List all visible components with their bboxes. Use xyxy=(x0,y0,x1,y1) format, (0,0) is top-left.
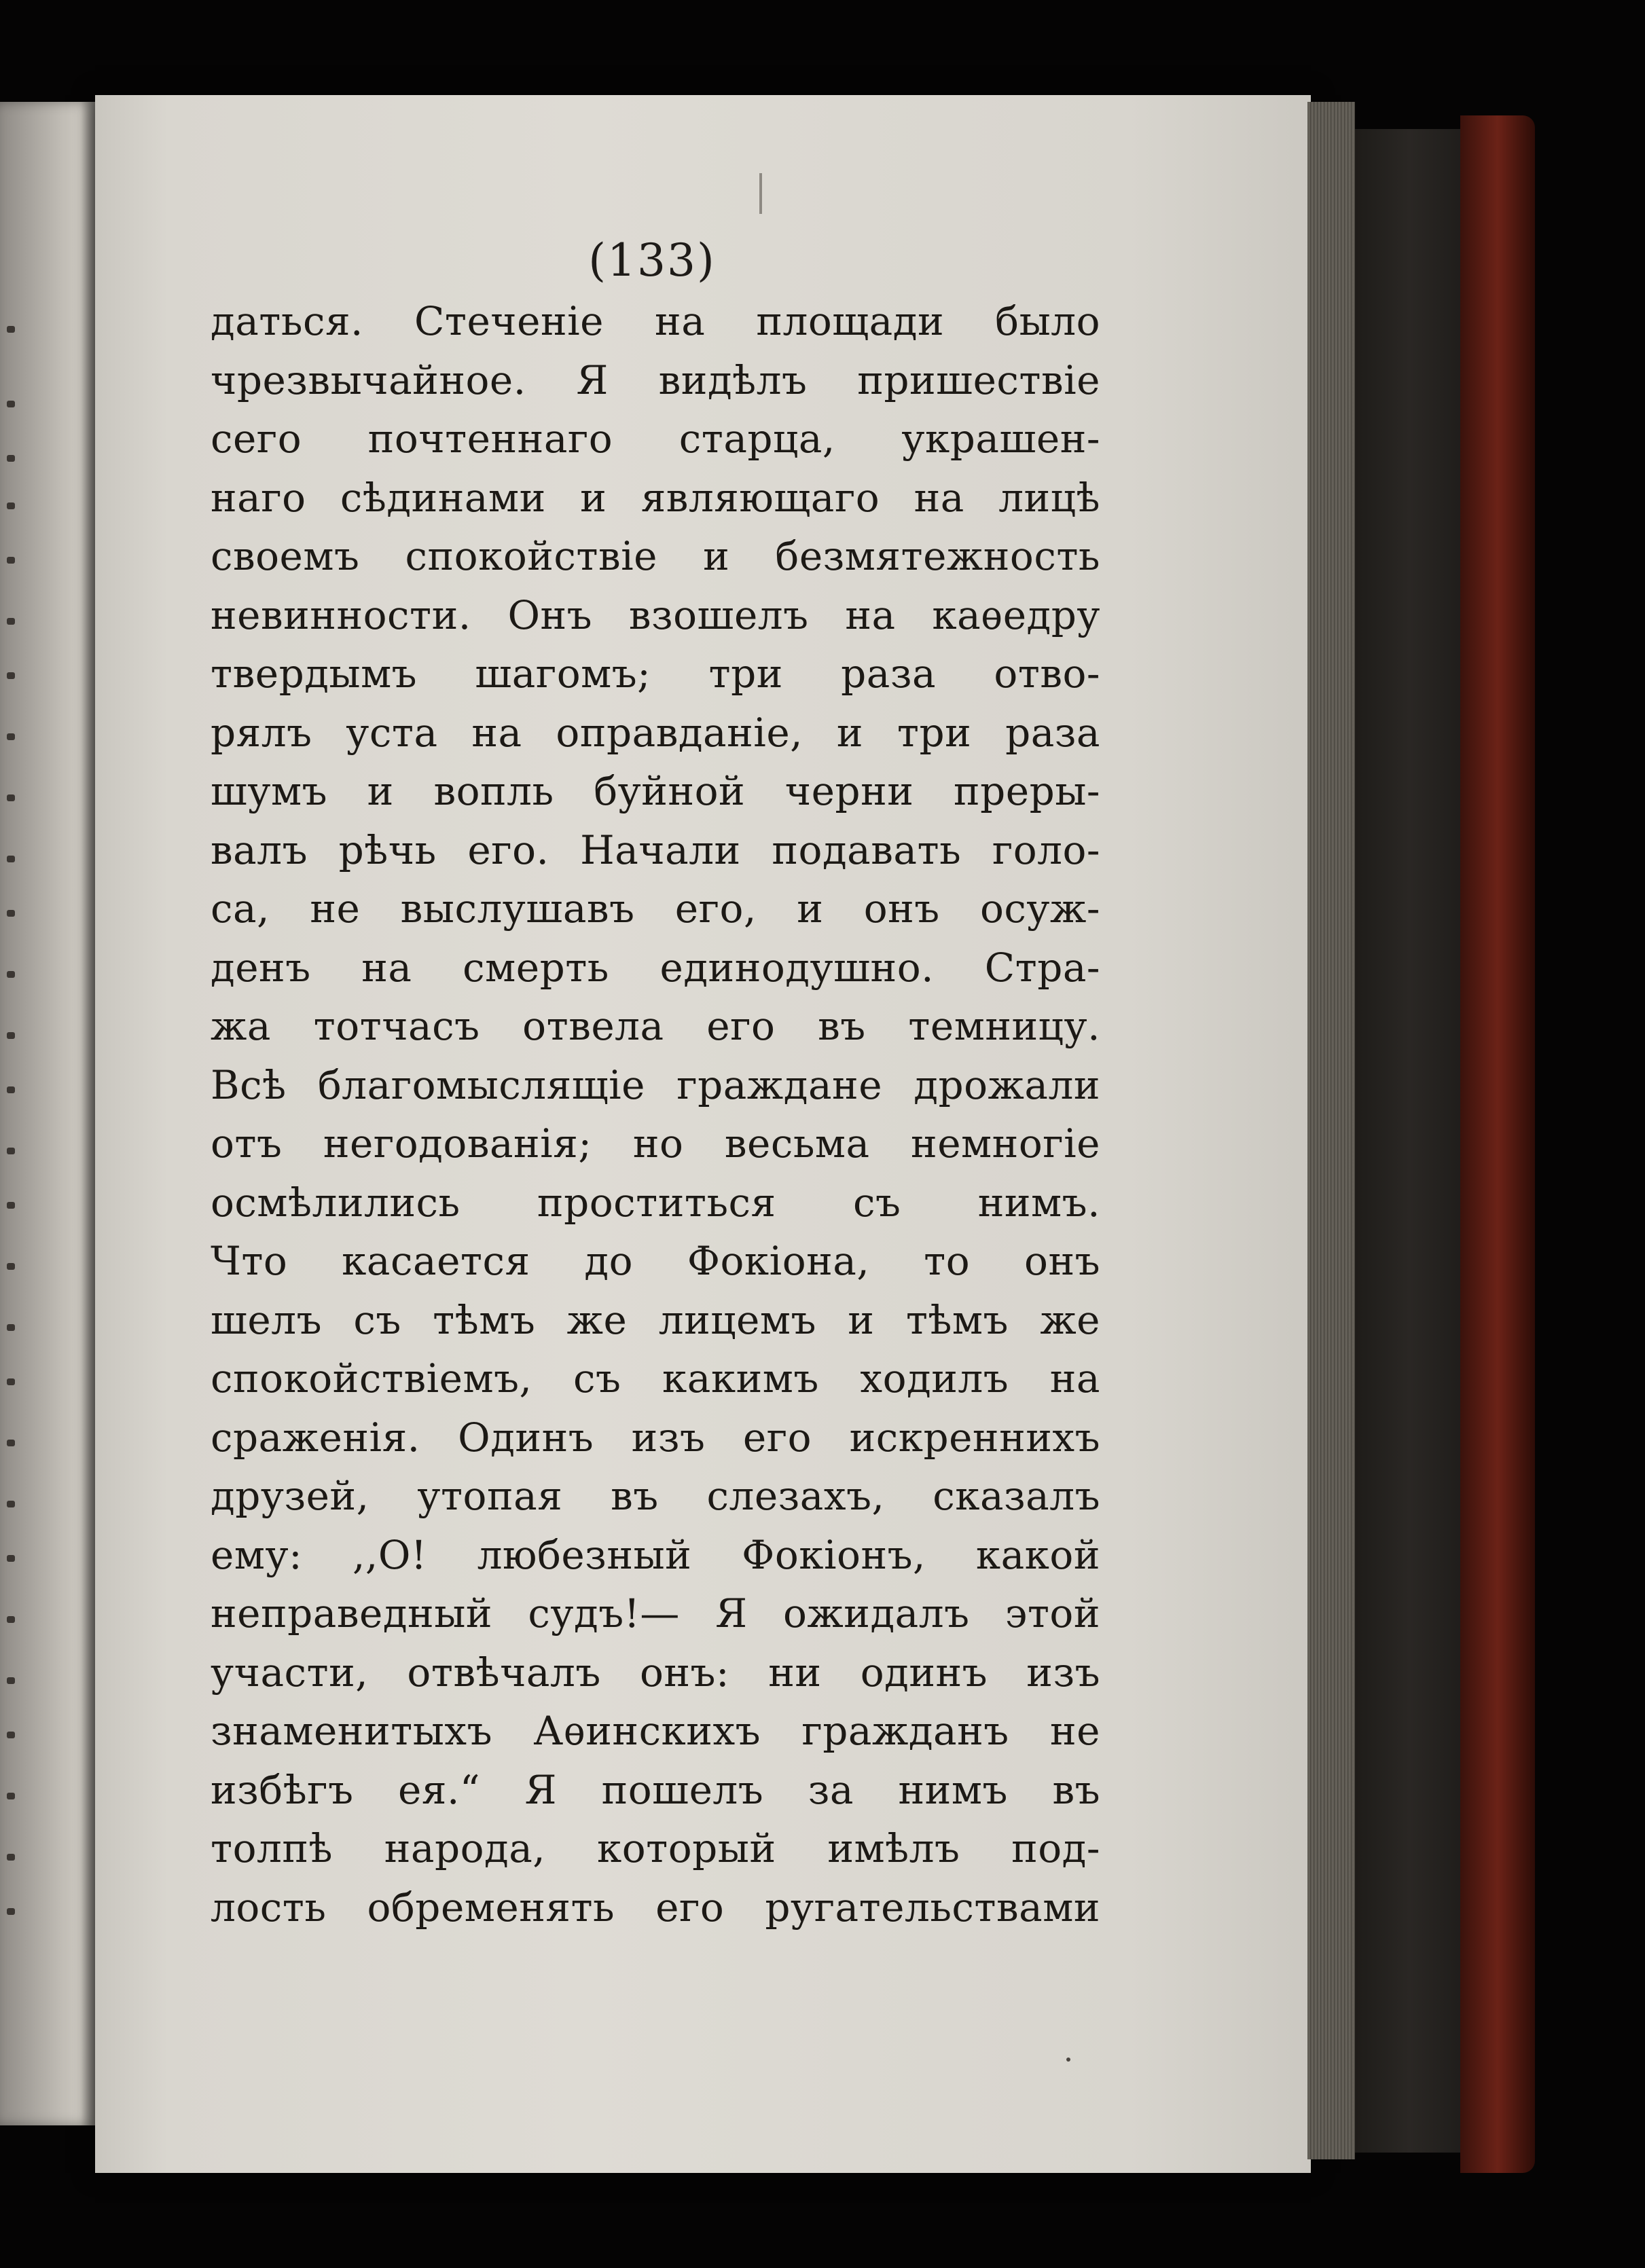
page-text xyxy=(211,292,1100,1937)
text-line: неправедный судъ!— Я ожидалъ этой xyxy=(211,1590,1100,1636)
text-line: са, не выслушавъ его, и онъ осуж- xyxy=(211,885,1100,932)
text-line: своемъ спокойствіе и безмятежность xyxy=(211,533,1100,579)
text-line: сего почтеннаго старца, украшен- xyxy=(211,416,1100,462)
facing-page-text-fragments xyxy=(0,102,95,2125)
text-line: шелъ съ тѣмъ же лицемъ и тѣмъ же xyxy=(211,1296,1100,1343)
page-stack-edge xyxy=(1307,102,1355,2159)
text-line: рялъ уста на оправданіе, и три раза xyxy=(211,709,1100,756)
text-line: толпѣ народа, который имѣлъ под- xyxy=(211,1825,1100,1871)
text-line: отъ негодованія; но весьма немногіе xyxy=(211,1120,1100,1167)
text-line: сраженія. Одинъ изъ его искреннихъ xyxy=(211,1414,1100,1461)
text-line: избѣгъ ея.“ Я пошелъ за нимъ въ xyxy=(211,1766,1100,1813)
text-line: осмѣлились проститься съ нимъ. xyxy=(211,1179,1100,1226)
text-line: ему: ,,О! любезный Фокіонъ, какой xyxy=(211,1531,1100,1578)
text-line: друзей, утопая въ слезахъ, сказалъ xyxy=(211,1473,1100,1519)
text-line: невинности. Онъ взошелъ на каѳедру xyxy=(211,591,1100,638)
text-line: твердымъ шагомъ; три раза отво- xyxy=(211,651,1100,697)
text-line: Всѣ благомыслящіе граждане дрожали xyxy=(211,1061,1100,1108)
text-line: наго сѣдинами и являющаго на лицѣ xyxy=(211,474,1100,521)
text-line: знаменитыхъ Аѳинскихъ гражданъ не xyxy=(211,1708,1100,1754)
text-line: валъ рѣчь его. Начали подавать голо- xyxy=(211,826,1100,873)
paper-speck xyxy=(1066,2057,1070,2062)
text-line: жа тотчасъ отвела его въ темницу. xyxy=(211,1003,1100,1049)
facing-page-edge xyxy=(0,102,95,2125)
text-line: спокойствіемъ, съ какимъ ходилъ на xyxy=(211,1355,1100,1402)
text-line: лость обременять его ругательствами xyxy=(211,1884,1100,1931)
text-line: участи, отвѣчалъ онъ: ни одинъ изъ xyxy=(211,1649,1100,1696)
text-line: Что касается до Фокіона, то онъ xyxy=(211,1238,1100,1284)
text-line: чрезвычайное. Я видѣлъ пришествіе xyxy=(211,356,1100,403)
text-line: шумъ и вопль буйной черни преры- xyxy=(211,768,1100,814)
text-line: даться. Стеченіе на площади было xyxy=(211,298,1100,344)
page-mark xyxy=(759,173,762,214)
page-number: (133) xyxy=(588,234,716,287)
book-cover xyxy=(1460,115,1535,2173)
text-line: денъ на смерть единодушно. Стра- xyxy=(211,944,1100,991)
